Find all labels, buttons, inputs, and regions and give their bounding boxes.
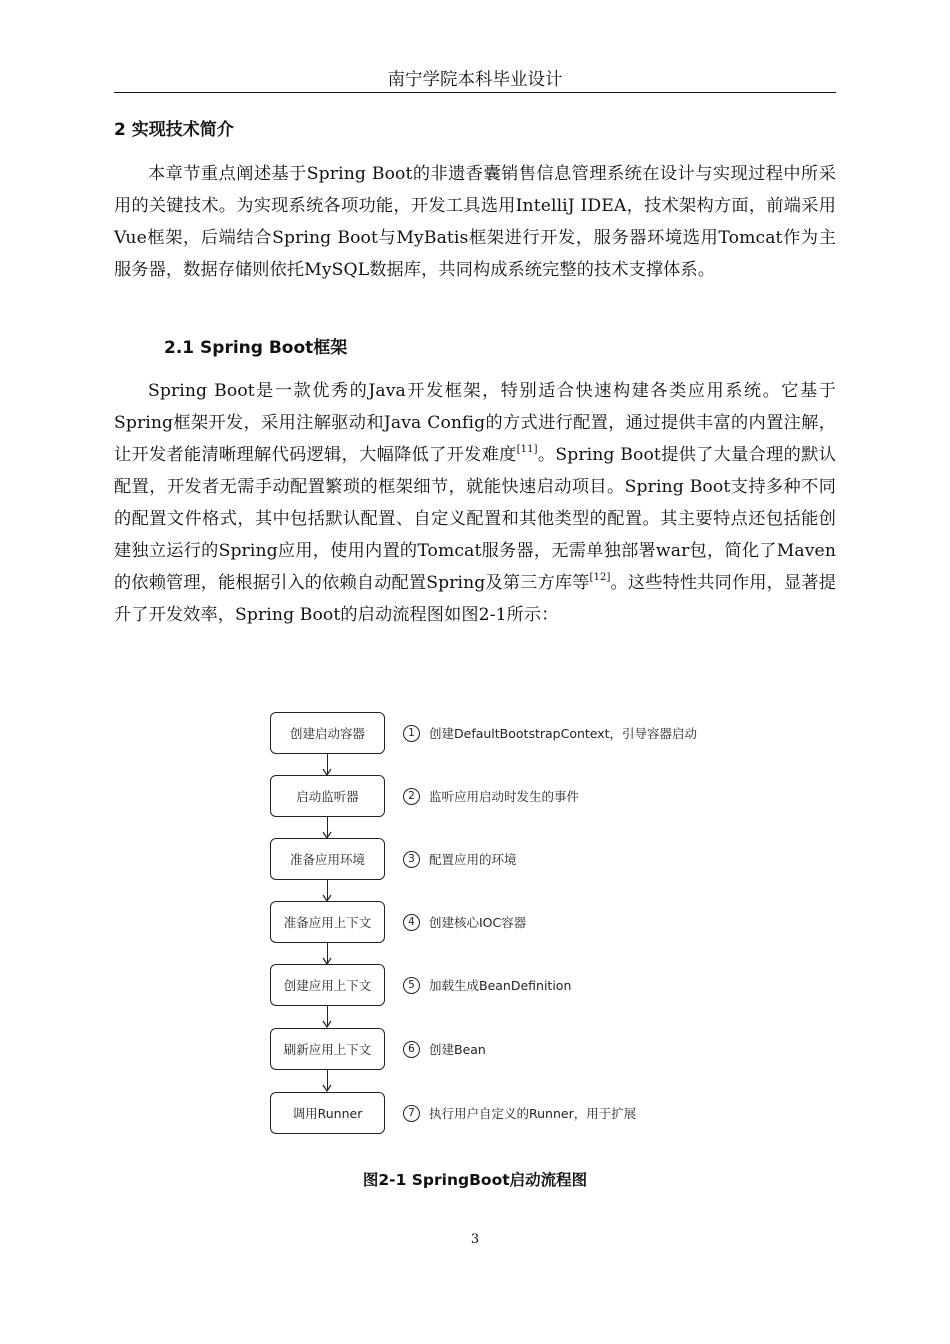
step-box-7: 调用Runner [270,1092,385,1134]
step-number-badge: 1 [403,725,420,742]
section-heading: 2 实现技术简介 [114,120,234,140]
step-number-badge: 2 [403,788,420,805]
step-number-badge: 4 [403,914,420,931]
step-box-6: 刷新应用上下文 [270,1028,385,1070]
header-rule [114,92,836,93]
step-note-3 [403,848,517,870]
step-number-badge: 3 [403,851,420,868]
step-note-text: 创建Bean [429,1042,486,1057]
step-box-2: 启动监听器 [270,775,385,817]
step-number-badge: 6 [403,1041,420,1058]
arrow-head-icon [322,957,332,965]
step-note-6 [403,1038,486,1060]
step-box-4: 准备应用上下文 [270,901,385,943]
step-note-2 [403,785,579,807]
subsection-heading: 2.1 Spring Boot框架 [164,338,348,358]
citation-12[interactable]: [12] [589,572,611,583]
step-note-text: 执行用户自定义的Runner，用于扩展 [429,1106,637,1121]
step-note-4 [403,911,526,933]
paragraph-text: 。这些特性共同作用，显著提升了开发效率，Spring Boot的启动流程图如图2-1所示： [114,573,836,625]
step-number-badge: 5 [403,977,420,994]
running-header: 南宁学院本科毕业设计 [387,70,563,90]
arrow-head-icon [322,831,332,839]
spring-boot-startup-flowchart [255,700,715,1150]
paragraph-text: Spring Boot是一款优秀的Java开发框架，特别适合快速构建各类应用系统。它基于Spring框架开发，采用注解驱动和Java Config的方式进行配置，通过提供丰富的内置注解，让开发者能清晰理解代码逻辑，大幅降低了开发难度 [114,381,836,465]
page-number: 3 [470,1232,480,1247]
step-note-text: 创建DefaultBootstrapContext，引导容器启动 [429,726,698,741]
intro-paragraph: 本章节重点阐述基于Spring Boot的非遗香囊销售信息管理系统在设计与实现过程中所采用的关键技术。为实现系统各项功能，开发工具选用IntelliJ IDEA，技术架构方面，前端采用Vue框架，后端结合Spring Boot与MyBatis框架进行开发，服务器环境选用Tomcat作为主服务器，数据存储则依托MySQL数据库，共同构成系统完整的技术支撑体系。 [114,164,836,280]
step-note-1 [403,722,697,744]
arrow-head-icon [322,1084,332,1092]
step-number-badge: 7 [403,1105,420,1122]
arrow-head-icon [322,768,332,776]
citation-11[interactable]: [11] [516,444,538,455]
step-box-1: 创建启动容器 [270,712,385,754]
figure-caption: 图2-1 SpringBoot启动流程图 [362,1171,588,1189]
arrow-head-icon [322,1020,332,1028]
paragraph-text: 。Spring Boot提供了大量合理的默认配置，开发者无需手动配置繁琐的框架细节，就能快速启动项目。Spring Boot支持多种不同的配置文件格式，其中包括默认配置、自定义配置和其他类型的配置。其主要特点还包括能创建独立运行的Spring应用，使用内置的Tomcat服务器，无需单独部署war包，简化了Maven的依赖管理，能根据引入的依赖自动配置Spring及第三方库等 [114,445,836,593]
step-box-3: 准备应用环境 [270,838,385,880]
step-note-text: 配置应用的环境 [429,852,517,867]
step-box-5: 创建应用上下文 [270,964,385,1006]
arrow-head-icon [322,894,332,902]
step-note-text: 加载生成BeanDefinition [429,978,572,993]
spring-boot-paragraph [114,375,836,631]
step-note-7 [403,1102,636,1124]
step-note-5 [403,974,571,996]
step-note-text: 监听应用启动时发生的事件 [429,789,580,804]
step-note-text: 创建核心IOC容器 [429,915,527,930]
